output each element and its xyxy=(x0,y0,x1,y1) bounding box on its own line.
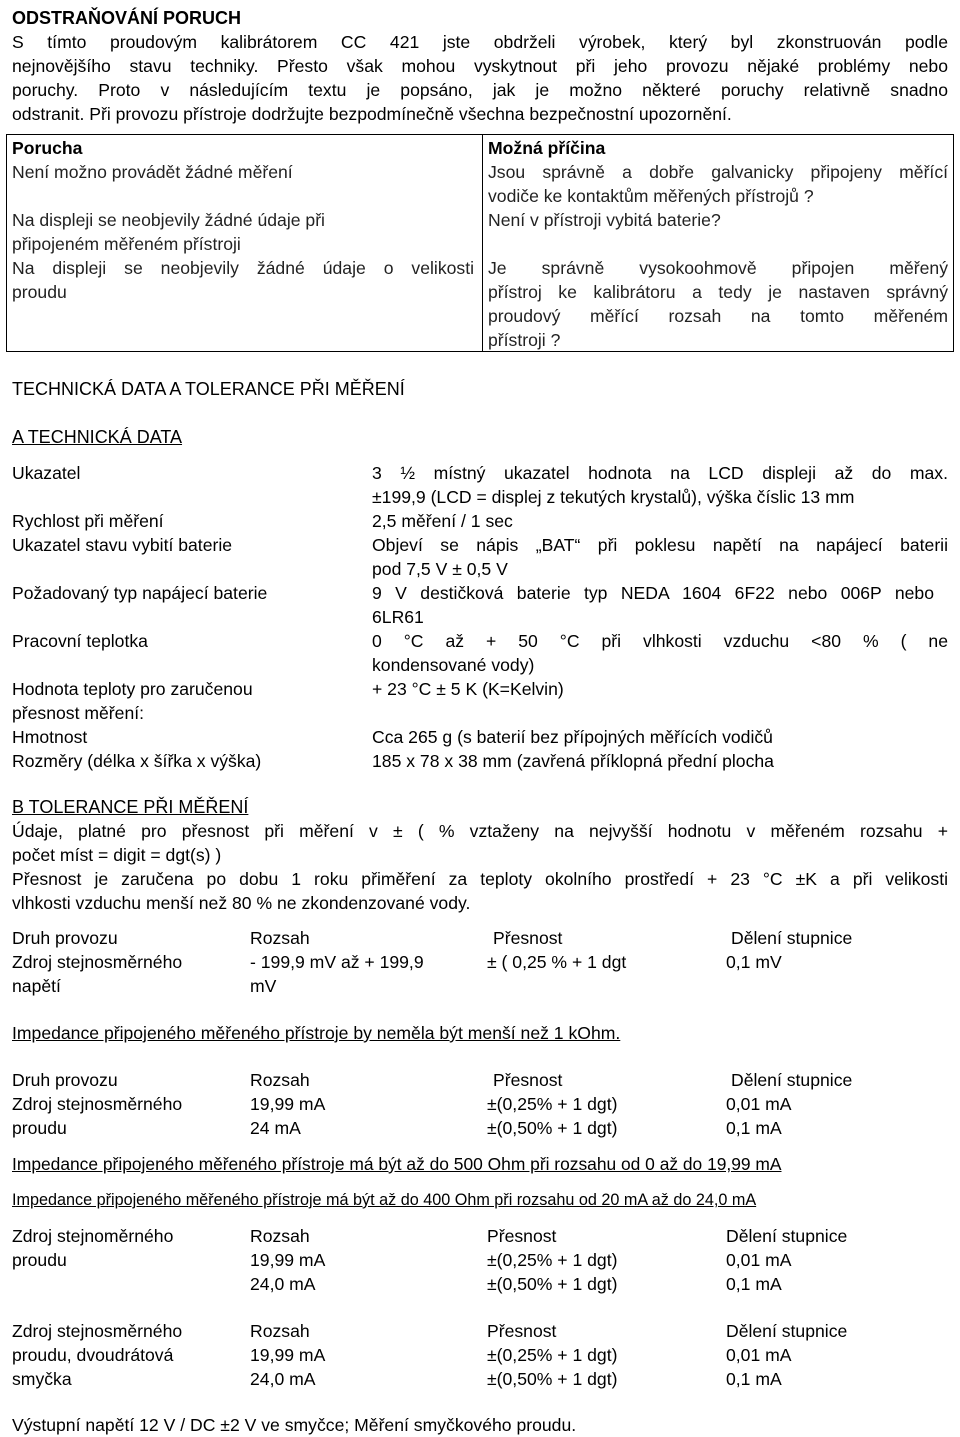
fault-text: Na displeji se neobjevily žádné údaje o velikosti xyxy=(12,258,474,278)
spec-label: Hodnota teploty pro zaručenou xyxy=(12,679,253,699)
table-header: Zdroj stejnoměrného xyxy=(12,1226,174,1246)
spec-label: Pracovní teplotka xyxy=(12,631,148,651)
table-cell: proudu xyxy=(12,1118,67,1138)
cause-text: přístroji ? xyxy=(488,330,561,350)
tolerance-paragraph: Údaje, platné pro přesnost při měření v ± ( % vztaženy na nejvyšší hodnotu v měřeném rozsahu + xyxy=(12,821,948,841)
table-cell: ±(0,25% + 1 dgt) xyxy=(487,1345,618,1365)
table-cell: napětí xyxy=(12,976,61,996)
table-header: Přesnost xyxy=(487,1321,557,1341)
section-heading-troubleshooting: ODSTRAŇOVÁNÍ PORUCH xyxy=(12,8,242,28)
table-header: Přesnost xyxy=(487,1226,557,1246)
spec-value: 3 ½ místný ukazatel hodnota na LCD displeji až do max. xyxy=(372,463,948,483)
spec-label: Hmotnost xyxy=(12,727,88,747)
table-cell: ±(0,50% + 1 dgt) xyxy=(487,1274,618,1294)
table-header: Dělení stupnice xyxy=(731,1070,853,1090)
section-heading-technical-data: TECHNICKÁ DATA A TOLERANCE PŘI MĚŘENÍ xyxy=(12,379,405,399)
table-header: Rozsah xyxy=(250,1070,310,1090)
table-cell: ±(0,50% + 1 dgt) xyxy=(487,1369,618,1389)
fault-text: připojeném měřeném přístroji xyxy=(12,234,241,254)
impedance-note: Impedance připojeného měřeného přístroje má být až do 500 Ohm při rozsahu od 0 až do 19,99 mA xyxy=(12,1154,782,1174)
intro-line: nejnovějšího stavu techniky. Přesto však mohou vyskytnout při jeho provozu nějaké problémy nebo xyxy=(12,56,948,76)
tolerance-paragraph: Přesnost je zaručena po dobu 1 roku přiměření za teploty okolního prostředí + 23 °C ±K a při velikosti xyxy=(12,869,948,889)
table-cell: 19,99 mA xyxy=(250,1094,326,1114)
tolerance-paragraph: počet míst = digit = dgt(s) ) xyxy=(12,845,222,865)
cause-text: Není v přístroji vybitá baterie? xyxy=(488,210,721,230)
cause-text: přístroj ke kalibrátoru a tedy je nastaven správný xyxy=(488,282,948,302)
table-header: Rozsah xyxy=(250,1321,310,1341)
column-header-fault: Porucha xyxy=(12,138,83,158)
table-cell: ±(0,25% + 1 dgt) xyxy=(487,1250,618,1270)
fault-table xyxy=(6,134,954,352)
table-cell: ±(0,25% + 1 dgt) xyxy=(487,1094,618,1114)
table-cell: mV xyxy=(250,976,277,996)
table-header: Dělení stupnice xyxy=(731,928,853,948)
spec-label: přesnost měření: xyxy=(12,703,145,723)
spec-value: + 23 °C ± 5 K (K=Kelvin) xyxy=(372,679,564,699)
table-cell: 0,1 mA xyxy=(726,1274,782,1294)
spec-label: Rozměry (délka x šířka x výška) xyxy=(12,751,262,771)
table-divider xyxy=(482,135,483,351)
cause-text: vodiče ke kontaktům měřených přístrojů ? xyxy=(488,186,814,206)
impedance-note: Impedance připojeného měřeného přístroje by neměla být menší než 1 kOhm. xyxy=(12,1023,621,1043)
spec-value: Objeví se nápis „BAT“ při poklesu napětí na napájecí baterii xyxy=(372,535,948,555)
table-header: Přesnost xyxy=(493,1070,563,1090)
table-cell: 19,99 mA xyxy=(250,1345,326,1365)
table-cell: Zdroj stejnosměrného xyxy=(12,952,183,972)
footer-note: Výstupní napětí 12 V / DC ±2 V ve smyčce; Měření smyčkového proudu. xyxy=(12,1415,577,1435)
table-header: Dělení stupnice xyxy=(726,1226,848,1246)
table-header: Druh provozu xyxy=(12,1070,118,1090)
fault-text: Na displeji se neobjevily žádné údaje při xyxy=(12,210,325,230)
spec-value: 6LR61 xyxy=(372,607,424,627)
intro-line: poruchy. Proto v následujícím textu je popsáno, jak je možno některé poruchy relativně snadno xyxy=(12,80,948,100)
spec-value: Cca 265 g (s baterií bez přípojných měřících vodičů xyxy=(372,727,773,747)
table-header: Druh provozu xyxy=(12,928,118,948)
table-cell: 0,1 mA xyxy=(726,1369,782,1389)
table-cell: Zdroj stejnosměrného xyxy=(12,1094,183,1114)
table-cell: 0,01 mA xyxy=(726,1094,792,1114)
fault-text: Není možno provádět žádné měření xyxy=(12,162,293,182)
table-header: Rozsah xyxy=(250,1226,310,1246)
table-cell: 0,1 mV xyxy=(726,952,782,972)
subsection-heading-a: A TECHNICKÁ DATA xyxy=(12,427,183,447)
spec-label: Ukazatel stavu vybití baterie xyxy=(12,535,233,555)
subsection-heading-b: B TOLERANCE PŘI MĚŘENÍ xyxy=(12,797,249,817)
spec-label: Požadovaný typ napájecí baterie xyxy=(12,583,268,603)
table-header: Dělení stupnice xyxy=(726,1321,848,1341)
table-header: Zdroj stejnosměrného xyxy=(12,1321,183,1341)
table-cell: 24,0 mA xyxy=(250,1274,316,1294)
table-cell: smyčka xyxy=(12,1369,72,1389)
fault-text: proudu xyxy=(12,282,67,302)
table-cell: - 199,9 mV až + 199,9 xyxy=(250,952,424,972)
table-cell: 0,1 mA xyxy=(726,1118,782,1138)
spec-value: 185 x 78 x 38 mm (zavřená příklopná přední plocha xyxy=(372,751,774,771)
intro-line: S tímto proudovým kalibrátorem CC 421 jste obdrželi výrobek, který byl zkonstruován podle xyxy=(12,32,948,52)
spec-value: kondensované vody) xyxy=(372,655,535,675)
table-cell: 24,0 mA xyxy=(250,1369,316,1389)
tolerance-paragraph: vlhkosti vzduchu menší než 80 % ne zkondenzované vody. xyxy=(12,893,471,913)
spec-label: Ukazatel xyxy=(12,463,81,483)
spec-value: 2,5 měření / 1 sec xyxy=(372,511,513,531)
spec-value: pod 7,5 V ± 0,5 V xyxy=(372,559,508,579)
table-cell: 0,01 mA xyxy=(726,1250,792,1270)
table-cell: proudu, dvoudrátová xyxy=(12,1345,174,1365)
impedance-note: Impedance připojeného měřeného přístroje má být až do 400 Ohm při rozsahu od 20 mA až do 24,0 mA xyxy=(12,1191,757,1209)
table-cell: ± ( 0,25 % + 1 dgt xyxy=(487,952,627,972)
intro-line: odstranit. Při provozu přístroje dodržujte bezpodmínečně všechna bezpečnostní upozornění. xyxy=(12,104,732,124)
table-header: Rozsah xyxy=(250,928,310,948)
spec-value: 0 °C až + 50 °C při vlhkosti vzduchu <80 % ( ne xyxy=(372,631,948,651)
cause-text: Je správně vysokoohmově připojen měřený xyxy=(488,258,948,278)
cause-text: Jsou správně a dobře galvanicky připojeny měřící xyxy=(488,162,948,182)
table-cell: 24 mA xyxy=(250,1118,301,1138)
table-cell: 19,99 mA xyxy=(250,1250,326,1270)
spec-value: ±199,9 (LCD = displej z tekutých krystalů), výška číslic 13 mm xyxy=(372,487,855,507)
table-header: Přesnost xyxy=(493,928,563,948)
table-cell: ±(0,50% + 1 dgt) xyxy=(487,1118,618,1138)
cause-text: proudový měřící rozsah na tomto měřeném xyxy=(488,306,948,326)
spec-value: 9 V destičková baterie typ NEDA 1604 6F22 nebo 006P nebo xyxy=(372,583,934,603)
spec-label: Rychlost při měření xyxy=(12,511,164,531)
table-cell: 0,01 mA xyxy=(726,1345,792,1365)
table-cell: proudu xyxy=(12,1250,67,1270)
column-header-cause: Možná příčina xyxy=(488,138,606,158)
